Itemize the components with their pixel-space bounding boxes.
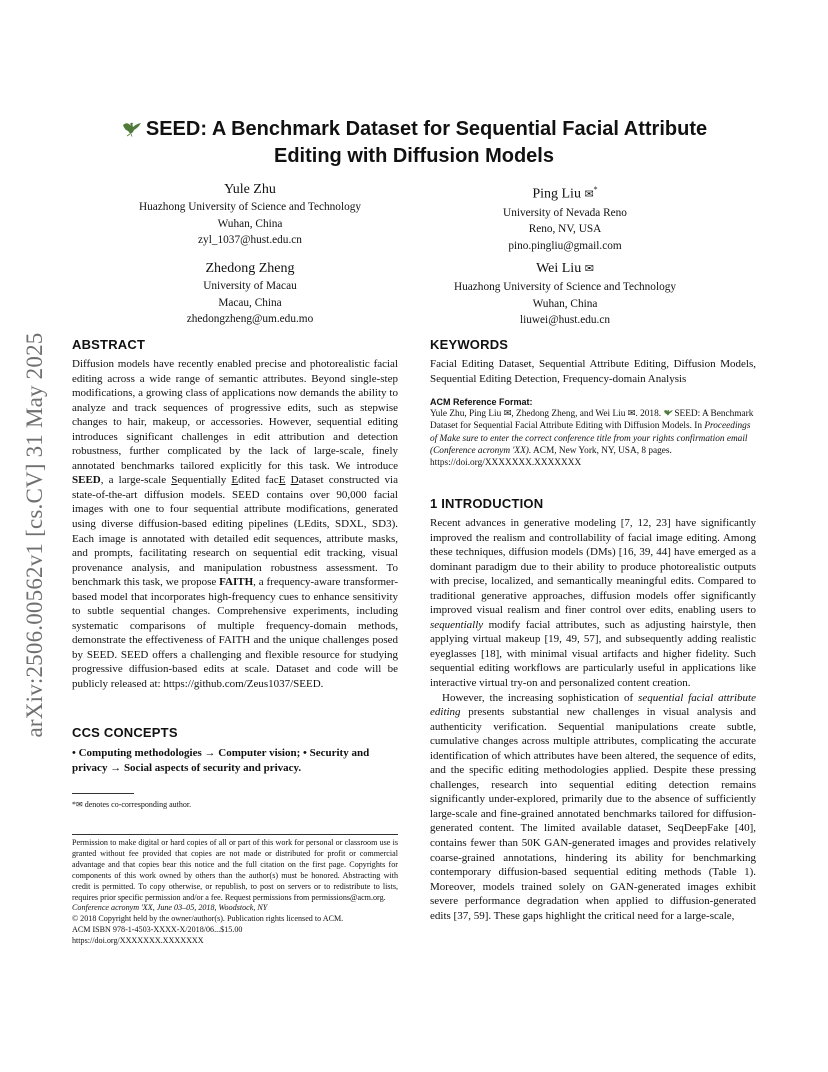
abstract-body — [72, 357, 398, 692]
abstract-bold-seed: SEED — [72, 474, 101, 487]
abstract-text: , a frequency-aware transformer-based model that incorporates high-frequency cues to enhance sensitivity to subtle sequential changes. Comprehensive experiments, including systematic comparisons of multiple frequency-domain methods, demonstrate the effectiveness of FAITH and the unique challenges posed by SEED. SEED offers a challenging and flexible resource for studying progressive diffusion-based edits at scale. Dataset and code will be publicly released at: https://github.com/Zeus1037/SEED. — [72, 576, 398, 691]
abstract-underline: S — [171, 474, 178, 487]
conference-info: Conference acronym 'XX, June 03–05, 2018, Woodstock, NY — [72, 903, 268, 913]
ccs-text: • Computing methodologies → Computer vision; • Security and privacy → Social aspects of security and privacy. — [72, 747, 370, 774]
arxiv-id: arXiv:2506.00562v1 [cs.CV] 31 May 2025 — [22, 332, 47, 738]
title-line2: Editing with Diffusion Models — [274, 145, 554, 167]
acm-ref-text: Yule Zhu, Ping Liu ✉, Zhedong Zheng, and Wei Liu ✉. 2018. — [430, 409, 664, 419]
author-name: Wei Liu — [536, 261, 582, 276]
isbn-line: ACM ISBN 978-1-4503-XXXX-X/2018/06...$15.00 — [72, 925, 243, 935]
author-location: Macau, China — [218, 296, 282, 309]
keywords-text: Facial Editing Dataset, Sequential Attribute Editing, Diffusion Models, Sequential Editing Detection, Frequency-domain Analysis — [430, 358, 756, 385]
author-email: zhedongzheng@um.edu.mo — [186, 313, 314, 325]
abstract-text: equentially — [177, 474, 232, 487]
bird-logo-icon — [121, 119, 143, 137]
abstract-text: ataset constructed via state-of-the-art diffusion models. SEED contains over 90,000 facial images with one to four sequential attribute modifications, generated using diverse diffusion-based editing pipelines (LEdits, SDXL, SD3). Each image is annotated with detailed edit sequences, attribute masks, and prompts, facilitating research on sequential edit tracking, visual provenance analysis, and manipulation robustness assessment. To benchmark this task, we propose — [72, 474, 398, 589]
author-name: Ping Liu — [532, 186, 581, 202]
footnote: *✉ denotes co-corresponding author. — [72, 800, 192, 809]
acm-ref-proceedings: Proceedings of Make sure to enter the correct conference title from your rights confirmation email (Conference acronym 'XX). — [430, 421, 751, 456]
copyright-line: © 2018 Copyright held by the owner/author(s). Publication rights licensed to ACM. — [72, 914, 344, 924]
author-name: Zhedong Zheng — [205, 261, 295, 276]
doi-link[interactable]: https://doi.org/XXXXXXX.XXXXXXX — [72, 936, 204, 946]
permission-text: Permission to make digital or hard copies of all or part of this work for personal or classroom use is granted without fee provided that copies are not made or distributed for profit or commercial advantage and that copies bear this notice and the full citation on the first page. Copyrights for components of this work owned by others than the author(s) must be honored. Abstracting with credit is permitted. To copy otherwise, or republish, to post on servers or to redistribute to lists, requires prior specific permission and/or a fee. Request permissions from permissions@acm.org. — [72, 838, 398, 902]
acm-ref-text: SEED: A Benchmark Dataset for Sequential Facial Attribute Editing with Diffusion Models. In — [430, 409, 754, 432]
abstract-text: , a large-scale — [100, 474, 172, 487]
abstract-underline: E — [231, 474, 239, 487]
acm-ref-body — [430, 408, 756, 469]
abstract-bold-faith: FAITH — [219, 576, 254, 589]
paper-title — [72, 116, 756, 170]
author-name-line — [420, 259, 710, 279]
footnote-rule — [72, 793, 134, 794]
intro-text: presents substantial new challenges in visual analysis and authenticity verification. Sequential manipulations create subtle, cumulative changes across multiple attributes, complicating the accurate identification of which attributes have been altered, the sequence of edits, and the specific editing methodologies applied. Despite these pressing challenges, research into sequential editing detection remains significantly under-explored, primarily due to the absence of sufficiently large-scale and fine-grained annotated benchmarks tailored for diffusion-generated content. The limited available dataset, SeqDeepFake [40], contains fewer than 50K GAN-generated images and provides relatively coarse-grained annotations, hindering its ability for benchmarking contemporary diffusion-based sequential editing methods (Table 1). Moreover, models trained solely on GAN-generated images exhibit severe performance degradation when applied to diffusion-generated edits [37, 59]. These gaps highlight the critical need for a large-scale, — [430, 706, 756, 922]
author-email: liuwei@hust.edu.cn — [519, 314, 611, 326]
author-block — [420, 180, 710, 254]
arxiv-watermark — [20, 295, 50, 775]
author-affiliation: Huazhong University of Science and Technology — [453, 281, 677, 293]
permission-rule — [72, 834, 398, 835]
intro-paragraph — [430, 691, 756, 924]
intro-paragraph — [430, 516, 756, 691]
author-block — [420, 259, 710, 329]
abstract-underline: D — [290, 474, 299, 487]
permission-block — [72, 838, 398, 947]
intro-body — [430, 516, 756, 923]
author-email: pino.pingliu@gmail.com — [508, 239, 622, 252]
abstract-text: dited fac — [238, 474, 279, 487]
abstract-underline: E — [278, 474, 286, 487]
intro-text: However, the increasing sophistication of — [442, 691, 639, 704]
title-line1: SEED: A Benchmark Dataset for Sequential Facial Attribute — [145, 118, 708, 140]
author-affiliation: University of Macau — [203, 280, 297, 292]
author-location: Reno, NV, USA — [528, 223, 602, 236]
keywords-heading: KEYWORDS — [430, 337, 509, 352]
ccs-heading: CCS CONCEPTS — [72, 725, 178, 740]
envelope-icon: ✉ — [584, 263, 594, 275]
intro-heading: 1 INTRODUCTION — [430, 496, 544, 511]
acm-ref-heading: ACM Reference Format: — [430, 397, 533, 407]
abstract-text: Diffusion models have recently enabled precise and photorealistic facial editing across a wide range of semantic attributes. Beyond single-step modifications, a growing class of applications now demands the ability to analyze and track sequences of progressive edits, such as stepwise changes to hair, makeup, or accessories. However, sequential editing introduces significant challenges in edit attribution and detection robustness, further complicated by the lack of large-scale, finely annotated benchmarks tailored explicitly for this task. We introduce — [72, 358, 398, 472]
author-affiliation: University of Nevada Reno — [503, 206, 627, 219]
intro-text: modify facial attributes, such as adjusting hairstyle, then applying virtual makeup [19, 49, 57], and subsequently adding realistic eyeglasses [18], with minimal visual artifacts and higher fidelity. Such sequential editing workflows are particularly useful in applications like interactive virtual try-on and personalized content creation. — [430, 618, 756, 690]
bird-logo-icon — [663, 408, 674, 417]
author-location: Wuhan, China — [532, 297, 598, 310]
author-name-line — [420, 180, 710, 205]
author-block — [110, 180, 390, 249]
author-affiliation: Huazhong University of Science and Technology — [138, 201, 362, 213]
author-block — [110, 259, 390, 328]
acm-ref-text: ACM, New York, NY, USA, 8 pages. https://doi.org/XXXXXXX.XXXXXXX — [430, 445, 672, 469]
author-email: zyl_1037@hust.edu.cn — [198, 234, 302, 246]
abstract-heading: ABSTRACT — [72, 337, 146, 352]
author-mark: * — [593, 185, 598, 194]
intro-emphasis: sequential facial attribute editing — [430, 691, 756, 719]
intro-text: Recent advances in generative modeling [7, 12, 23] have significantly improved the realism and controllability of facial image editing. Among these techniques, diffusion models (DMs) [16, 39, 44] have emerged as a dominant paradigm due to their ability to produce photorealistic outputs with precise, localized, and semantically meaningful edits. Compared to traditional generative approaches, diffusion models offer significantly improved visual realism and finer control over edits, enabling users to — [430, 517, 756, 617]
author-name: Yule Zhu — [224, 182, 276, 197]
intro-emphasis: sequentially — [430, 618, 484, 631]
author-location: Wuhan, China — [217, 217, 283, 230]
envelope-icon: ✉ — [584, 188, 594, 201]
